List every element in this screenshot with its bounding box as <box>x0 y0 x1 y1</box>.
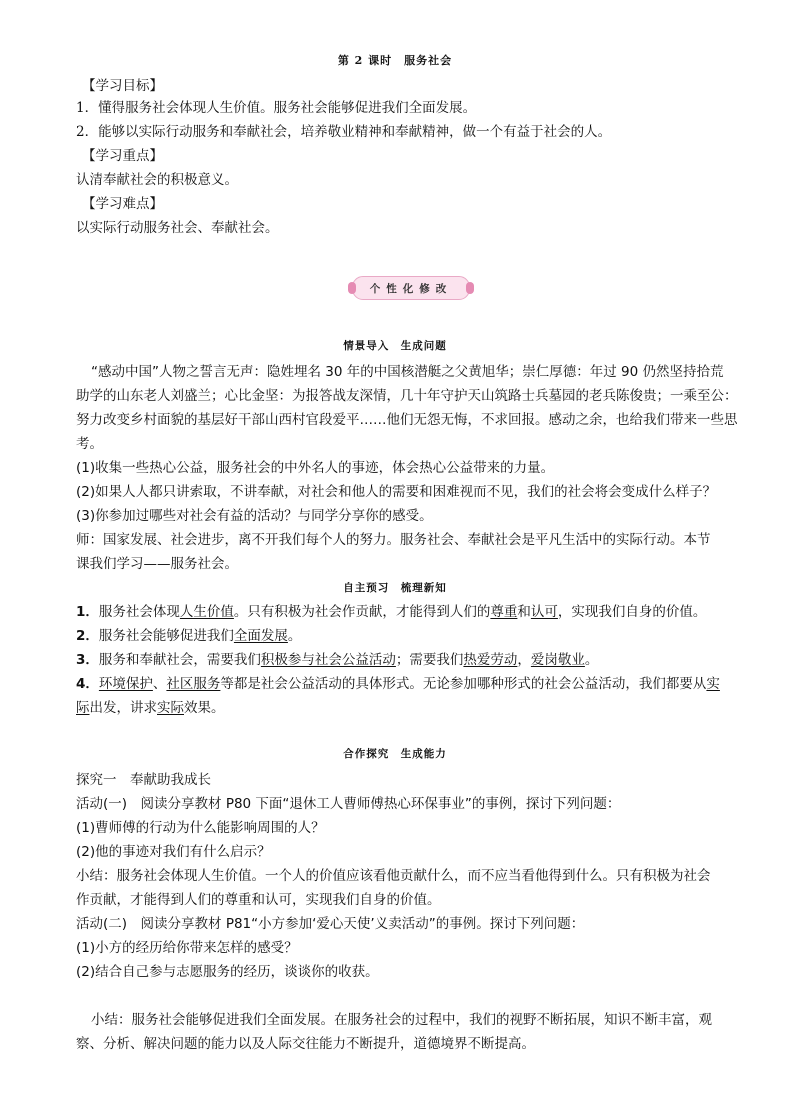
objectives-heading: 【学习目标】 <box>82 78 163 94</box>
preview-item-4-continued <box>76 698 225 718</box>
lesson-title: 第 2 课时 服务社会 <box>337 54 453 67</box>
activity-1: 活动(一) 阅读分享教材 P80 下面“退休工人曹师傅热心环保事业”的事例，探讨下列问题： <box>76 796 621 812</box>
intro-paragraph-line-4: 考。 <box>76 436 103 452</box>
preview-item-4 <box>76 674 720 694</box>
explore-heading: 合作探究 生成能力 <box>343 748 447 760</box>
banner-left-cap <box>348 282 356 294</box>
answer-blank: 实 <box>706 676 720 692</box>
answer-blank: 尊重 <box>490 604 518 620</box>
answer-blank: 热爱劳动 <box>463 652 518 668</box>
activity-2-question-2: (2)结合自己参与志愿服务的经历，谈谈你的收获。 <box>76 964 379 980</box>
text-part: ；需要我们 <box>395 652 464 668</box>
intro-paragraph-line-3: 努力改变乡村面貌的基层好干部山西村官段爱平……他们无怨无悔，不求回报。感动之余，也给我们带来一些思 <box>76 412 738 428</box>
activity-1-question-1: (1)曹师傅的行动为什么能影响周围的人？ <box>76 820 325 836</box>
text-part: ， <box>517 652 531 668</box>
preview-item-2 <box>76 626 301 646</box>
text-part: 效果。 <box>184 700 225 716</box>
activity-1-question-2: (2)他的事迹对我们有什么启示？ <box>76 844 271 860</box>
text-part: 服务和奉献社会，需要我们 <box>98 652 261 668</box>
text-part: 。只有积极为社会作贡献，才能得到人们的 <box>233 604 491 620</box>
teacher-line-1: 师：国家发展、社会进步，离不开我们每个人的努力。服务社会、奉献社会是平凡生活中的实际行动。本节 <box>76 532 711 548</box>
summary-2-line-1: 小结：服务社会能够促进我们全面发展。在服务社会的过程中，我们的视野不断拓展，知识不断丰富，观 <box>91 1012 712 1028</box>
text-part: 等都是社会公益活动的具体形式。无论参加哪种形式的社会公益活动，我们都要从 <box>220 676 707 692</box>
text-part: 服务社会体现 <box>98 604 180 620</box>
intro-question-2: (2)如果人人都只讲索取，不讲奉献，对社会和他人的需要和困难视而不见，我们的社会将会变成什么样子？ <box>76 484 717 500</box>
teacher-line-2: 课我们学习——服务社会。 <box>76 556 238 572</box>
preview-item-1 <box>76 602 706 622</box>
objective-1: 1．懂得服务社会体现人生价值。服务社会能够促进我们全面发展。 <box>76 100 477 116</box>
explore-topic: 探究一 奉献助我成长 <box>76 772 211 788</box>
text-part: 。 <box>584 652 599 668</box>
banner-label: 个性化修改 <box>369 282 453 295</box>
intro-paragraph-line-2: 助学的山东老人刘盛兰；心比金坚：为报答战友深情，几十年守护天山筑路士兵墓园的老兵陈俊贵；一乘至公： <box>76 388 738 404</box>
answer-blank: 爱岗敬业 <box>530 652 585 668</box>
answer-blank: 际 <box>76 700 90 716</box>
activity-2-question-1: (1)小方的经历给你带来怎样的感受？ <box>76 940 298 956</box>
key-points-text: 认清奉献社会的积极意义。 <box>76 172 238 188</box>
difficulties-text: 以实际行动服务社会、奉献社会。 <box>76 220 279 236</box>
summary-1-line-1: 小结：服务社会体现人生价值。一个人的价值应该看他贡献什么，而不应当看他得到什么。只有积极为社会 <box>76 868 711 884</box>
difficulties-heading: 【学习难点】 <box>82 196 163 212</box>
preview-heading: 自主预习 梳理新知 <box>343 582 447 594</box>
text-part: 服务社会能够促进我们 <box>98 628 234 644</box>
answer-blank: 人生价值 <box>179 604 234 620</box>
preview-item-2-number: 2． <box>76 628 99 644</box>
answer-blank: 认可 <box>530 604 558 620</box>
preview-item-1-number: 1． <box>76 604 99 620</box>
preview-item-3 <box>76 650 598 670</box>
objective-2: 2．能够以实际行动服务和奉献社会，培养敬业精神和奉献精神，做一个有益于社会的人。 <box>76 124 612 140</box>
intro-paragraph-line-1: “感动中国”人物之誓言无声：隐姓埋名 30 年的中国核潜艇之父黄旭华；崇仁厚德：年过 90 仍然坚持拾荒 <box>91 364 724 380</box>
banner-right-cap <box>466 282 474 294</box>
key-points-heading: 【学习重点】 <box>82 148 163 164</box>
activity-2: 活动(二) 阅读分享教材 P81“小方参加‘爱心天使’义卖活动”的事例。探讨下列问题： <box>76 916 585 932</box>
intro-question-3: (3)你参加过哪些对社会有益的活动？与同学分享你的感受。 <box>76 508 433 524</box>
text-part: 、 <box>152 676 167 692</box>
text-part: 。 <box>287 628 302 644</box>
preview-item-4-number: 4． <box>76 676 99 692</box>
summary-1-line-2: 作贡献，才能得到人们的尊重和认可，实现我们自身的价值。 <box>76 892 441 908</box>
text-part: 和 <box>517 604 531 620</box>
answer-blank: 环境保护 <box>98 676 153 692</box>
preview-item-3-number: 3． <box>76 652 99 668</box>
text-part: 出发，讲求 <box>89 700 157 716</box>
personalized-edit-banner <box>352 276 470 300</box>
intro-question-1: (1)收集一些热心公益，服务社会的中外名人的事迹，体会热心公益带来的力量。 <box>76 460 555 476</box>
answer-blank: 全面发展 <box>233 628 288 644</box>
intro-heading: 情景导入 生成问题 <box>343 340 447 352</box>
answer-blank: 社区服务 <box>166 676 221 692</box>
text-part: ，实现我们自身的价值。 <box>557 604 707 620</box>
summary-2-line-2: 察、分析、解决问题的能力以及人际交往能力不断提升，道德境界不断提高。 <box>76 1036 535 1052</box>
answer-blank: 实际 <box>157 700 184 716</box>
answer-blank: 积极参与社会公益活动 <box>260 652 396 668</box>
